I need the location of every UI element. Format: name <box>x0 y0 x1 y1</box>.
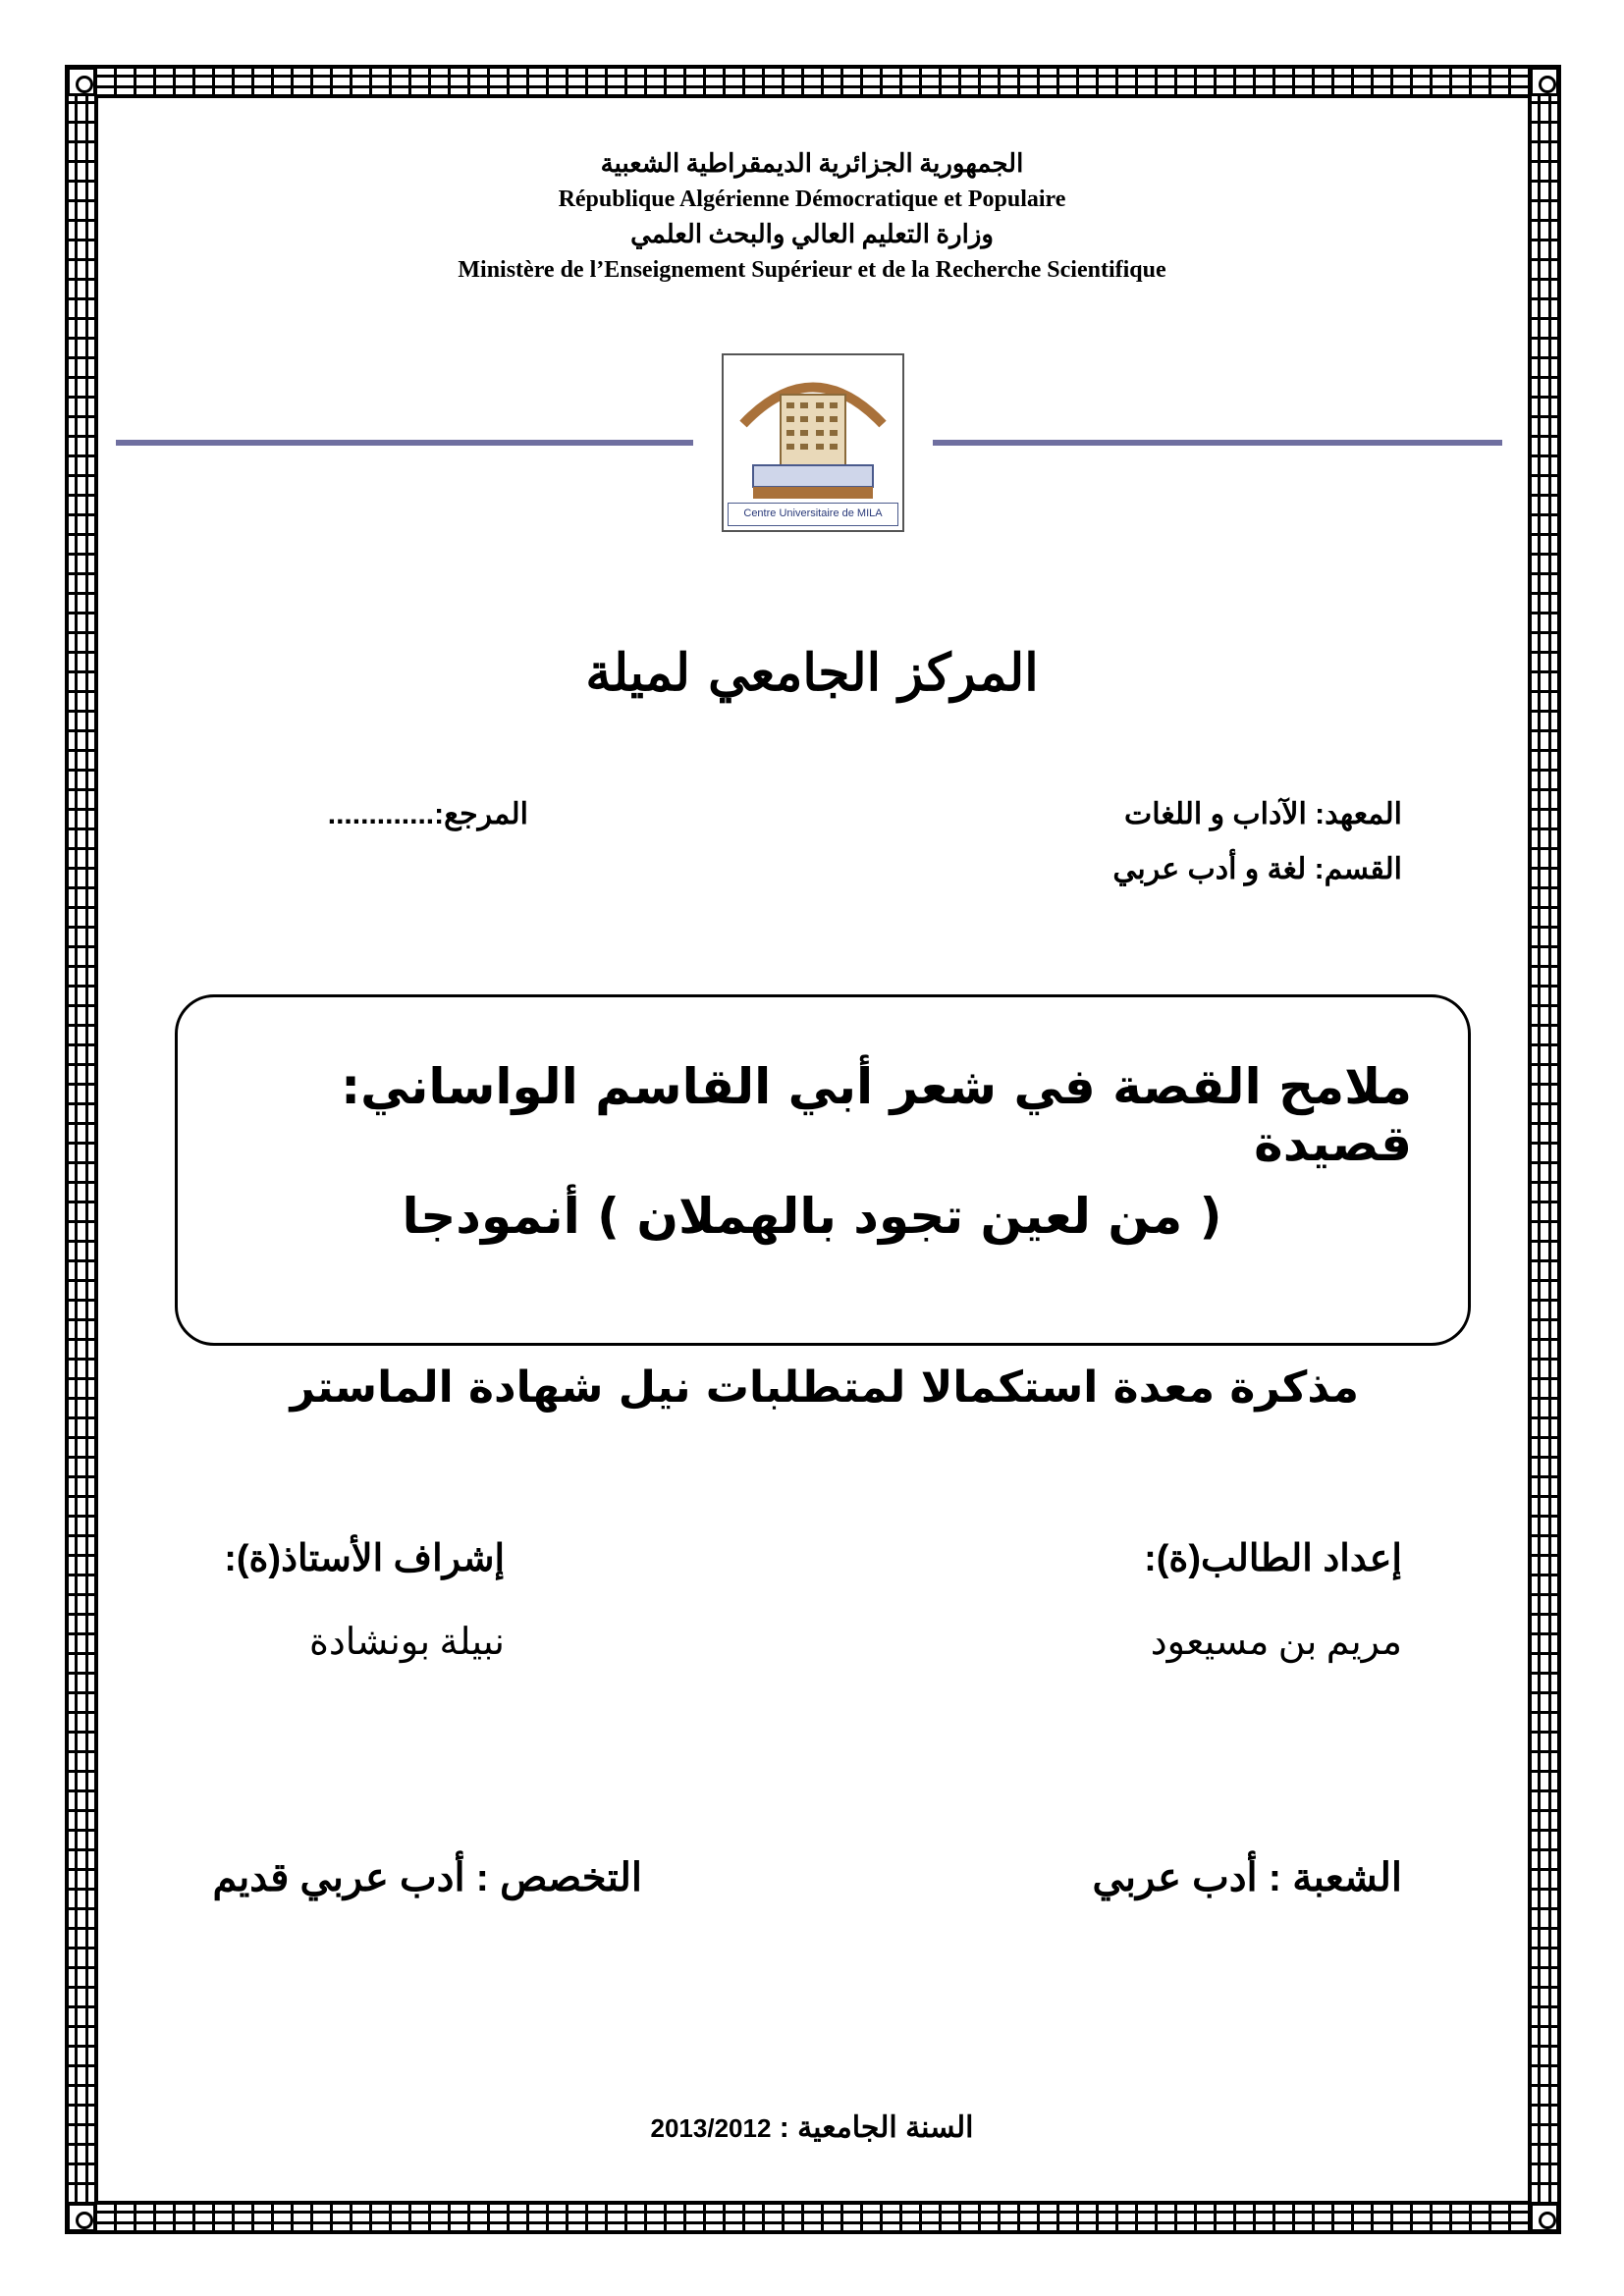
border-corner-ornament <box>67 2203 96 2232</box>
reference-field: المرجع:............. <box>327 798 528 830</box>
border-band-right <box>1532 94 1557 2205</box>
university-center-title: المركز الجامعي لميلة <box>585 643 1039 703</box>
logo-caption: Centre Universitaire de MILA <box>728 503 898 526</box>
supervisor-name: نبيلة بونشادة <box>308 1622 505 1663</box>
border-band-top <box>94 69 1532 94</box>
student-name: مريم بن مسيعود <box>1150 1622 1402 1663</box>
thesis-subtitle: مذكرة معدة استكمالا لمتطلبات نيل شهادة الماستر <box>290 1362 1359 1413</box>
university-logo <box>722 353 904 532</box>
institute-label: المعهد: الآداب و اللغات <box>1124 798 1402 830</box>
border-corner-ornament <box>67 67 96 96</box>
header-ministry-fr: Ministère de l’Enseignement Supérieur et de la Recherche Scientifique <box>458 257 1166 283</box>
border-corner-ornament <box>1530 2203 1559 2232</box>
academic-year-label: السنة الجامعية : <box>779 2111 974 2144</box>
header-rule-right <box>933 440 1502 446</box>
border-band-bottom <box>94 2205 1532 2230</box>
header-republic-ar: الجمهورية الجزائرية الديمقراطية الشعبية <box>600 149 1024 178</box>
border-band-left <box>69 94 94 2205</box>
department-label: القسم: لغة و أدب عربي <box>1112 853 1402 885</box>
thesis-title-line1: ملامح القصة في شعر أبي القاسم الواساني: قصيدة <box>341 1058 1412 1172</box>
supervisor-label: إشراف الأستاذ(ة): <box>224 1538 505 1579</box>
header-rule-left <box>116 440 693 446</box>
border-corner-ornament <box>1530 67 1559 96</box>
branch-label: الشعبة : أدب عربي <box>1092 1856 1402 1899</box>
header-ministry-ar: وزارة التعليم العالي والبحث العلمي <box>630 220 994 248</box>
academic-year-value: 2013/2012 <box>650 2113 772 2143</box>
header-republic-fr: République Algérienne Démocratique et Populaire <box>558 187 1066 212</box>
student-label: إعداد الطالب(ة): <box>1144 1538 1402 1579</box>
academic-year <box>0 2110 1624 2145</box>
specialty-label: التخصص : أدب عربي قديم <box>212 1856 642 1899</box>
thesis-title-line2: ( من لعين تجود بالهملان ) أنمودجا <box>402 1188 1222 1245</box>
